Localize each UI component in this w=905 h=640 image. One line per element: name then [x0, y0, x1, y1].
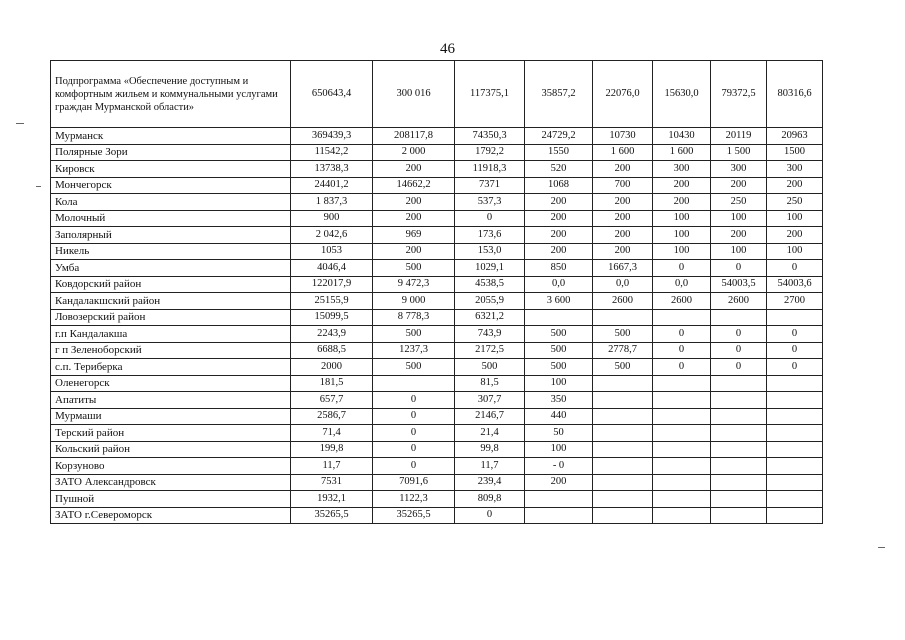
- value-cell: 2600: [593, 293, 653, 310]
- value-cell: 25155,9: [291, 293, 373, 310]
- value-cell: 1237,3: [373, 342, 455, 359]
- value-cell: 500: [525, 326, 593, 343]
- value-cell: 2586,7: [291, 408, 373, 425]
- value-cell: 24729,2: [525, 128, 593, 145]
- row-label: Терский район: [51, 425, 291, 442]
- value-cell: 15630,0: [653, 61, 711, 128]
- value-cell: 657,7: [291, 392, 373, 409]
- table-row: [51, 227, 823, 244]
- row-label: Заполярный: [51, 227, 291, 244]
- value-cell: 0: [373, 458, 455, 475]
- value-cell: 200: [525, 474, 593, 491]
- value-cell: - 0: [525, 458, 593, 475]
- row-label: Оленегорск: [51, 375, 291, 392]
- value-cell: 200: [593, 227, 653, 244]
- value-cell: [767, 425, 823, 442]
- table-row: [51, 326, 823, 343]
- margin-mark: [36, 186, 41, 187]
- value-cell: 200: [593, 210, 653, 227]
- value-cell: [653, 375, 711, 392]
- value-cell: 369439,3: [291, 128, 373, 145]
- value-cell: [711, 458, 767, 475]
- value-cell: 100: [711, 210, 767, 227]
- value-cell: [767, 441, 823, 458]
- value-cell: 2172,5: [455, 342, 525, 359]
- value-cell: 500: [593, 359, 653, 376]
- value-cell: 0: [455, 507, 525, 524]
- value-cell: 200: [373, 210, 455, 227]
- value-cell: 1 500: [711, 144, 767, 161]
- row-label: Корзуново: [51, 458, 291, 475]
- row-label: Кировск: [51, 161, 291, 178]
- value-cell: 0,0: [653, 276, 711, 293]
- row-label: Мурмаши: [51, 408, 291, 425]
- table-body: [51, 61, 823, 524]
- value-cell: 2600: [653, 293, 711, 310]
- value-cell: 520: [525, 161, 593, 178]
- value-cell: [653, 309, 711, 326]
- value-cell: 4538,5: [455, 276, 525, 293]
- value-cell: 10730: [593, 128, 653, 145]
- value-cell: [593, 458, 653, 475]
- value-cell: [711, 491, 767, 508]
- value-cell: 250: [767, 194, 823, 211]
- header-row: [51, 61, 823, 128]
- value-cell: 500: [373, 326, 455, 343]
- table-row: [51, 243, 823, 260]
- value-cell: 200: [593, 194, 653, 211]
- value-cell: 0: [653, 342, 711, 359]
- value-cell: 0: [767, 326, 823, 343]
- value-cell: [711, 474, 767, 491]
- value-cell: [767, 474, 823, 491]
- value-cell: [373, 375, 455, 392]
- value-cell: 0: [373, 425, 455, 442]
- value-cell: 0: [653, 359, 711, 376]
- value-cell: [653, 392, 711, 409]
- row-label: ЗАТО Александровск: [51, 474, 291, 491]
- table-row: [51, 507, 823, 524]
- value-cell: 9 000: [373, 293, 455, 310]
- value-cell: 0: [711, 342, 767, 359]
- value-cell: [593, 392, 653, 409]
- value-cell: 3 600: [525, 293, 593, 310]
- value-cell: 2243,9: [291, 326, 373, 343]
- value-cell: 7531: [291, 474, 373, 491]
- value-cell: 2146,7: [455, 408, 525, 425]
- value-cell: 200: [593, 243, 653, 260]
- value-cell: 54003,5: [711, 276, 767, 293]
- value-cell: 500: [525, 359, 593, 376]
- value-cell: 537,3: [455, 194, 525, 211]
- value-cell: 1068: [525, 177, 593, 194]
- value-cell: 4046,4: [291, 260, 373, 277]
- value-cell: 7371: [455, 177, 525, 194]
- value-cell: 2 000: [373, 144, 455, 161]
- value-cell: 79372,5: [711, 61, 767, 128]
- value-cell: 200: [767, 177, 823, 194]
- page-number: 46: [440, 41, 455, 57]
- row-label: Подпрограмма «Обеспечение доступным и комфортным жильем и коммунальными услугами граждан Мурманской области»: [51, 61, 291, 128]
- value-cell: 6688,5: [291, 342, 373, 359]
- value-cell: 0: [711, 260, 767, 277]
- value-cell: 500: [373, 359, 455, 376]
- value-cell: 100: [525, 375, 593, 392]
- value-cell: 300: [767, 161, 823, 178]
- value-cell: [593, 474, 653, 491]
- value-cell: [711, 408, 767, 425]
- value-cell: [593, 441, 653, 458]
- value-cell: 117375,1: [455, 61, 525, 128]
- value-cell: 1 600: [653, 144, 711, 161]
- value-cell: 35265,5: [291, 507, 373, 524]
- value-cell: 100: [653, 210, 711, 227]
- table-row: [51, 425, 823, 442]
- value-cell: 1 837,3: [291, 194, 373, 211]
- value-cell: [653, 507, 711, 524]
- row-label: Кандалакшский район: [51, 293, 291, 310]
- row-label: с.п. Териберка: [51, 359, 291, 376]
- value-cell: [653, 425, 711, 442]
- value-cell: 80316,6: [767, 61, 823, 128]
- value-cell: 300 016: [373, 61, 455, 128]
- value-cell: 173,6: [455, 227, 525, 244]
- value-cell: [767, 491, 823, 508]
- value-cell: 10430: [653, 128, 711, 145]
- value-cell: 99,8: [455, 441, 525, 458]
- value-cell: 307,7: [455, 392, 525, 409]
- value-cell: [767, 309, 823, 326]
- row-label: Апатиты: [51, 392, 291, 409]
- value-cell: 100: [767, 210, 823, 227]
- value-cell: 11542,2: [291, 144, 373, 161]
- value-cell: 74350,3: [455, 128, 525, 145]
- budget-table: [50, 60, 823, 524]
- value-cell: [593, 309, 653, 326]
- value-cell: 200: [593, 161, 653, 178]
- value-cell: [593, 375, 653, 392]
- value-cell: [525, 491, 593, 508]
- value-cell: 0: [653, 260, 711, 277]
- row-label: Мурманск: [51, 128, 291, 145]
- table-row: [51, 342, 823, 359]
- value-cell: [767, 392, 823, 409]
- value-cell: 100: [767, 243, 823, 260]
- value-cell: 11918,3: [455, 161, 525, 178]
- table-row: [51, 392, 823, 409]
- value-cell: 11,7: [291, 458, 373, 475]
- value-cell: [593, 408, 653, 425]
- value-cell: 2 042,6: [291, 227, 373, 244]
- value-cell: 200: [653, 194, 711, 211]
- row-label: Кольский район: [51, 441, 291, 458]
- value-cell: 35857,2: [525, 61, 593, 128]
- value-cell: 0: [455, 210, 525, 227]
- value-cell: 500: [525, 342, 593, 359]
- value-cell: 0: [767, 359, 823, 376]
- value-cell: 22076,0: [593, 61, 653, 128]
- table-row: [51, 276, 823, 293]
- value-cell: 8 778,3: [373, 309, 455, 326]
- value-cell: 100: [653, 243, 711, 260]
- value-cell: 15099,5: [291, 309, 373, 326]
- value-cell: 969: [373, 227, 455, 244]
- value-cell: [711, 309, 767, 326]
- value-cell: 208117,8: [373, 128, 455, 145]
- value-cell: 500: [455, 359, 525, 376]
- value-cell: 1932,1: [291, 491, 373, 508]
- value-cell: 239,4: [455, 474, 525, 491]
- value-cell: [711, 425, 767, 442]
- table-row: [51, 441, 823, 458]
- value-cell: [593, 425, 653, 442]
- table-row: [51, 375, 823, 392]
- row-label: Полярные Зори: [51, 144, 291, 161]
- value-cell: 850: [525, 260, 593, 277]
- value-cell: 440: [525, 408, 593, 425]
- value-cell: 300: [653, 161, 711, 178]
- value-cell: 24401,2: [291, 177, 373, 194]
- table-row: [51, 128, 823, 145]
- value-cell: 200: [525, 210, 593, 227]
- value-cell: 1792,2: [455, 144, 525, 161]
- value-cell: 199,8: [291, 441, 373, 458]
- value-cell: 0: [767, 342, 823, 359]
- table-row: [51, 194, 823, 211]
- value-cell: [767, 375, 823, 392]
- value-cell: 35265,5: [373, 507, 455, 524]
- value-cell: 200: [525, 227, 593, 244]
- value-cell: 1053: [291, 243, 373, 260]
- value-cell: 0: [767, 260, 823, 277]
- value-cell: 0: [711, 359, 767, 376]
- value-cell: 0: [373, 441, 455, 458]
- value-cell: 0,0: [525, 276, 593, 293]
- value-cell: 50: [525, 425, 593, 442]
- value-cell: 700: [593, 177, 653, 194]
- value-cell: 500: [373, 260, 455, 277]
- value-cell: 300: [711, 161, 767, 178]
- table-row: [51, 491, 823, 508]
- row-label: Кола: [51, 194, 291, 211]
- value-cell: 200: [711, 177, 767, 194]
- value-cell: 200: [525, 194, 593, 211]
- value-cell: 200: [525, 243, 593, 260]
- row-label: Умба: [51, 260, 291, 277]
- row-label: г п Зеленоборский: [51, 342, 291, 359]
- value-cell: 200: [767, 227, 823, 244]
- value-cell: [653, 441, 711, 458]
- value-cell: [653, 474, 711, 491]
- table-row: [51, 359, 823, 376]
- value-cell: 2000: [291, 359, 373, 376]
- value-cell: 21,4: [455, 425, 525, 442]
- value-cell: 6321,2: [455, 309, 525, 326]
- value-cell: [525, 507, 593, 524]
- value-cell: 250: [711, 194, 767, 211]
- value-cell: 500: [593, 326, 653, 343]
- value-cell: 81,5: [455, 375, 525, 392]
- table-row: [51, 408, 823, 425]
- value-cell: [767, 458, 823, 475]
- value-cell: 11,7: [455, 458, 525, 475]
- value-cell: [711, 441, 767, 458]
- value-cell: 122017,9: [291, 276, 373, 293]
- value-cell: 181,5: [291, 375, 373, 392]
- value-cell: 14662,2: [373, 177, 455, 194]
- row-label: Ковдорский район: [51, 276, 291, 293]
- value-cell: [525, 309, 593, 326]
- value-cell: 54003,6: [767, 276, 823, 293]
- table-row: [51, 260, 823, 277]
- value-cell: 2778,7: [593, 342, 653, 359]
- row-label: г.п Кандалакша: [51, 326, 291, 343]
- value-cell: 1667,3: [593, 260, 653, 277]
- value-cell: 200: [653, 177, 711, 194]
- row-label: Никель: [51, 243, 291, 260]
- table-row: [51, 474, 823, 491]
- row-label: Ловозерский район: [51, 309, 291, 326]
- table-row: [51, 161, 823, 178]
- value-cell: 100: [653, 227, 711, 244]
- row-label: ЗАТО г.Североморск: [51, 507, 291, 524]
- row-label: Мончегорск: [51, 177, 291, 194]
- value-cell: 350: [525, 392, 593, 409]
- table-row: [51, 177, 823, 194]
- value-cell: 743,9: [455, 326, 525, 343]
- value-cell: [593, 507, 653, 524]
- value-cell: 2700: [767, 293, 823, 310]
- value-cell: [593, 491, 653, 508]
- value-cell: 200: [373, 161, 455, 178]
- margin-mark: [878, 547, 885, 548]
- row-label: Молочный: [51, 210, 291, 227]
- value-cell: 1029,1: [455, 260, 525, 277]
- value-cell: 200: [373, 243, 455, 260]
- value-cell: [767, 408, 823, 425]
- value-cell: 0: [711, 326, 767, 343]
- value-cell: 9 472,3: [373, 276, 455, 293]
- value-cell: 13738,3: [291, 161, 373, 178]
- value-cell: 100: [525, 441, 593, 458]
- value-cell: 1 600: [593, 144, 653, 161]
- value-cell: 200: [711, 227, 767, 244]
- value-cell: 0: [653, 326, 711, 343]
- value-cell: 20119: [711, 128, 767, 145]
- value-cell: 100: [711, 243, 767, 260]
- value-cell: 0: [373, 392, 455, 409]
- table-row: [51, 210, 823, 227]
- value-cell: [653, 408, 711, 425]
- value-cell: [653, 458, 711, 475]
- value-cell: 1122,3: [373, 491, 455, 508]
- value-cell: 2600: [711, 293, 767, 310]
- table-row: [51, 293, 823, 310]
- value-cell: 900: [291, 210, 373, 227]
- value-cell: 809,8: [455, 491, 525, 508]
- value-cell: 1550: [525, 144, 593, 161]
- value-cell: [711, 392, 767, 409]
- table-row: [51, 309, 823, 326]
- value-cell: 200: [373, 194, 455, 211]
- row-label: Пушной: [51, 491, 291, 508]
- value-cell: 7091,6: [373, 474, 455, 491]
- value-cell: [711, 507, 767, 524]
- value-cell: 153,0: [455, 243, 525, 260]
- value-cell: 1500: [767, 144, 823, 161]
- table-row: [51, 144, 823, 161]
- value-cell: [653, 491, 711, 508]
- value-cell: [711, 375, 767, 392]
- margin-mark: [16, 123, 24, 124]
- value-cell: 0,0: [593, 276, 653, 293]
- table-row: [51, 458, 823, 475]
- value-cell: 0: [373, 408, 455, 425]
- value-cell: 20963: [767, 128, 823, 145]
- value-cell: [767, 507, 823, 524]
- value-cell: 2055,9: [455, 293, 525, 310]
- value-cell: 650643,4: [291, 61, 373, 128]
- value-cell: 71,4: [291, 425, 373, 442]
